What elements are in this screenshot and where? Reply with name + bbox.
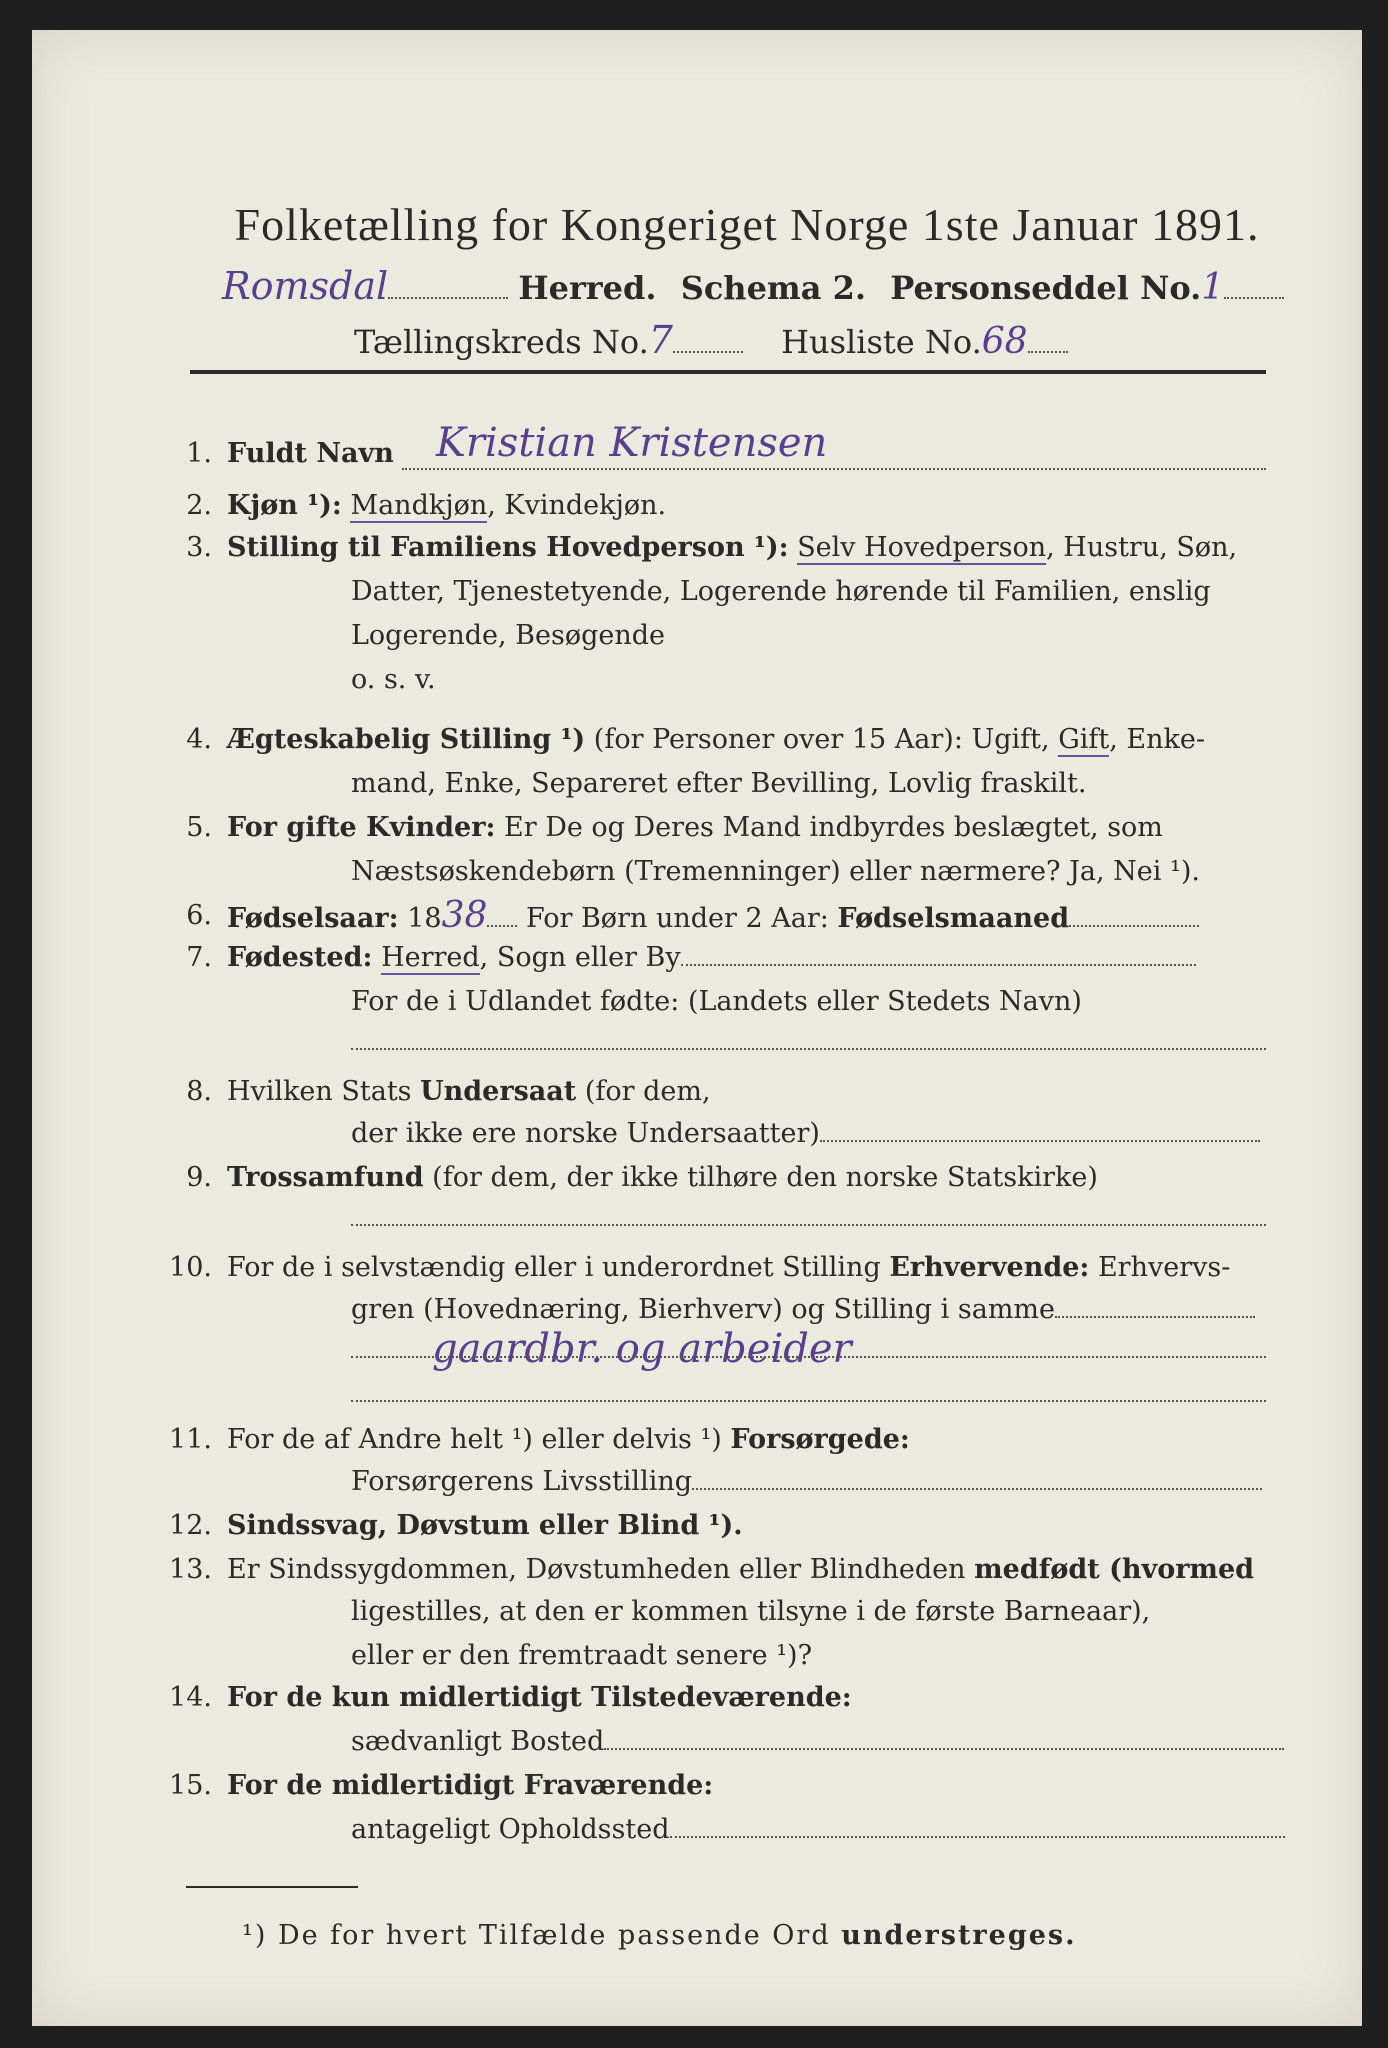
- field-11-text: For de af Andre helt ¹) eller delvis ¹): [227, 1424, 731, 1455]
- field-7-dotline: [351, 1048, 1266, 1050]
- taellingskreds-value: 7: [648, 318, 673, 362]
- field-label: Erhvervende:: [889, 1252, 1090, 1283]
- field-13-line2: ligestilles, at den er kommen tilsyne i de første Barneaar),: [351, 1596, 1151, 1627]
- field-7-text: , Sogn eller By: [479, 942, 681, 973]
- field-number: 10.: [169, 1252, 212, 1283]
- field-number: 8.: [186, 1076, 212, 1107]
- option-mandkjon: Mandkjøn: [350, 490, 488, 521]
- field-label: Kjøn ¹):: [227, 490, 342, 521]
- field-3-line2: Datter, Tjenestetyende, Logerende hørende til Familien, enslig: [351, 576, 1211, 607]
- taellingskreds-label: Tællingskreds No.: [354, 323, 649, 361]
- field-number: 11.: [169, 1424, 212, 1455]
- herred-line: [222, 264, 1284, 308]
- field-8-text: Hvilken Stats: [227, 1076, 421, 1107]
- field-5-line2: Næstsøskendebørn (Tremenninger) eller nærmere? Ja, Nei ¹).: [351, 856, 1200, 887]
- personseddel-value: 1: [1201, 267, 1225, 308]
- footnote-bold: understreges.: [841, 1920, 1077, 1951]
- field-number: 14.: [169, 1682, 212, 1713]
- field-number: 12.: [169, 1510, 212, 1541]
- field-11-line2-text: Forsørgerens Livsstilling: [351, 1466, 693, 1497]
- field-7-line2: For de i Udlandet fødte: (Landets eller Stedets Navn): [351, 986, 1082, 1017]
- husliste-value: 68: [981, 321, 1028, 362]
- field-3-line3: Logerende, Besøgende: [351, 620, 665, 651]
- field-number: 1.: [186, 438, 212, 469]
- field-10-text2: Erhvervs-: [1089, 1252, 1231, 1283]
- field-number: 2.: [186, 490, 212, 521]
- field-13-text: Er Sindssygdommen, Døvstumheden eller Blindheden: [227, 1554, 975, 1585]
- field-13-line3: eller er den fremtraadt senere ¹)?: [351, 1640, 813, 1671]
- field-8-line2: [351, 1116, 1260, 1152]
- field-15-line2-text: antageligt Opholdssted: [351, 1814, 670, 1845]
- field-number: 7.: [186, 942, 212, 973]
- field-8-text2: (for dem,: [576, 1076, 711, 1107]
- field-label: Forsørgede:: [730, 1424, 910, 1455]
- field-6-label2: Fødselsmaaned: [837, 903, 1070, 934]
- schema-label: Schema 2.: [680, 269, 867, 307]
- field-4-text2: , Enke-: [1109, 724, 1205, 755]
- field-10-line2-text: gren (Hovednæring, Bierhverv) og Stilling i samme: [351, 1294, 1056, 1325]
- field-number: 6.: [186, 900, 212, 931]
- field-10-line2: [351, 1292, 1255, 1328]
- field-label: For gifte Kvinder:: [227, 812, 496, 843]
- occupation-value: gaardbr. og arbeider: [432, 1326, 852, 1372]
- field-4-text: (for Personer over 15 Aar): Ugift,: [585, 724, 1059, 755]
- field-number: 9.: [186, 1162, 212, 1193]
- option-selv-hovedperson: Selv Hovedperson: [797, 532, 1047, 563]
- field-11-line2: [351, 1464, 1262, 1500]
- field-3-line4: o. s. v.: [351, 664, 436, 695]
- option-herred: Herred: [381, 942, 480, 973]
- field-5-text: Er De og Deres Mand indbyrdes beslægtet, som: [495, 812, 1163, 843]
- field-label: Trossamfund: [227, 1162, 424, 1193]
- field-label: For de midlertidigt Fraværende:: [227, 1770, 714, 1801]
- header-rule: [190, 370, 1266, 374]
- field-15-line2: [351, 1812, 1285, 1848]
- field-10-dotline2: [351, 1400, 1266, 1402]
- field-10-text: For de i selvstændig eller i underordnet Stilling: [227, 1252, 890, 1283]
- name-dotline: [402, 468, 1266, 470]
- option-kvindekjon: , Kvindekjøn.: [487, 490, 667, 521]
- name-value: Kristian Kristensen: [436, 420, 828, 466]
- birthyear-value: 38: [441, 895, 488, 936]
- field-number: 4.: [186, 724, 212, 755]
- field-label: Fødested:: [227, 942, 373, 973]
- field-6-text: For Børn under 2 Aar:: [525, 903, 838, 934]
- field-label: medfødt (hvormed: [974, 1554, 1255, 1585]
- field-label: Fødselsaar:: [227, 903, 399, 934]
- field-9-dotline: [351, 1224, 1266, 1226]
- field-14-line2: [351, 1724, 1284, 1760]
- field-label: Sindssvag, Døvstum eller Blind ¹).: [227, 1510, 743, 1541]
- option-gift: Gift: [1058, 724, 1110, 755]
- field-label: Stilling til Familiens Hovedperson ¹):: [227, 532, 789, 563]
- field-8-line2-text: der ikke ere norske Undersaatter): [351, 1118, 820, 1149]
- field-3-text: , Hustru, Søn,: [1046, 532, 1238, 563]
- kreds-line: [354, 318, 1068, 362]
- field-label: Ægteskabelig Stilling ¹): [227, 724, 586, 755]
- field-number: 15.: [169, 1770, 212, 1801]
- footnote: [242, 1918, 1076, 1954]
- field-number: 13.: [169, 1554, 212, 1585]
- footnote-rule: [186, 1886, 358, 1888]
- field-label: Fuldt Navn: [227, 438, 394, 469]
- field-label: Undersaat: [420, 1076, 577, 1107]
- field-9-text: (for dem, der ikke tilhøre den norske Statskirke): [423, 1162, 1098, 1193]
- census-form-sheet: [32, 30, 1362, 2026]
- field-10-dotline: [351, 1356, 1266, 1358]
- herred-value: Romsdal: [222, 264, 389, 308]
- field-4-line2: mand, Enke, Separeret efter Bevilling, Lovlig fraskilt.: [351, 768, 1087, 799]
- field-number: 5.: [186, 812, 212, 843]
- birthyear-prefix: 18: [398, 903, 442, 934]
- field-number: 3.: [186, 532, 212, 563]
- personseddel-label: Personseddel No.: [890, 269, 1202, 307]
- herred-label: Herred.: [518, 269, 657, 307]
- field-label: For de kun midlertidigt Tilstedeværende:: [227, 1682, 852, 1713]
- form-title: Folketælling for Kongeriget Norge 1ste Januar 1891.: [234, 199, 1260, 250]
- husliste-label: Husliste No.: [781, 323, 982, 361]
- field-14-line2-text: sædvanligt Bosted: [351, 1726, 605, 1757]
- footnote-text: ¹) De for hvert Tilfælde passende Ord: [242, 1920, 842, 1951]
